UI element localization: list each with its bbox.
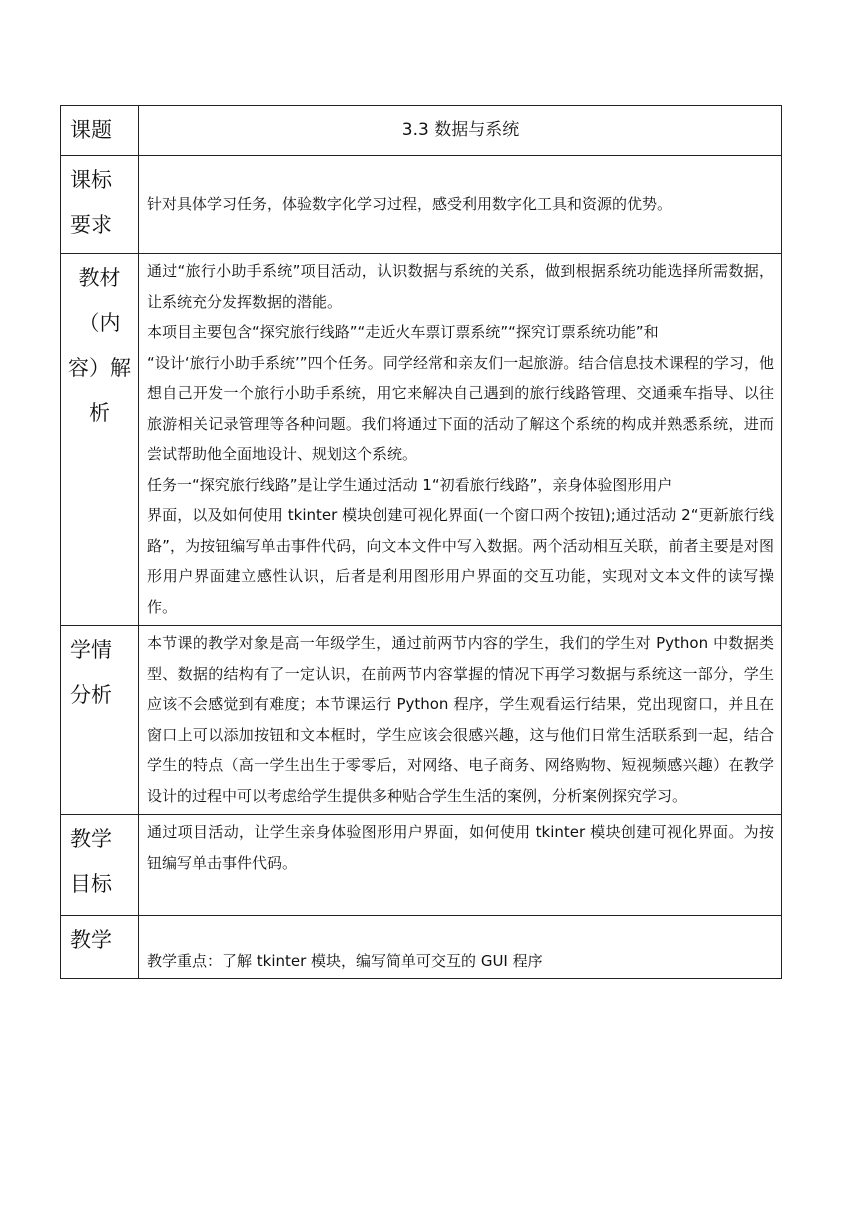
label-focus: 教学 [61, 916, 139, 979]
goals-text: 通过项目活动，让学生亲身体验图形用户界面，如何使用 tkinter 模块创建可视化界面。为按钮编写单击事件代码。 [139, 815, 782, 916]
row-goals [61, 815, 782, 916]
material-paragraph: “设计‘旅行小助手系统’”四个任务。同学经常和亲友们一起旅游。结合信息技术课程的学习，他想自己开发一个旅行小助手系统，用它来解决自己遇到的旅行线路管理、交通乘车指导、以往旅游相关记录管理等各种问题。我们将通过下面的活动了解这个系统的构成并熟悉系统，进而尝试帮助他全面地设计、规划这个系统。 [147, 353, 774, 463]
label-standard: 课标 要求 [61, 156, 139, 254]
material-paragraph: 本项目主要包含“探究旅行线路”“走近火车票订票系统”“探究订票系统功能”和 [147, 323, 659, 341]
label-material: 教材 （内 容）解 析 [61, 254, 139, 626]
lesson-title: 3.3 数据与系统 [139, 106, 782, 156]
students-text: 本节课的教学对象是高一年级学生，通过前两节内容的学生，我们的学生对 Python 中数据类型、数据的结构有了一定认识，在前两节内容掌握的情况下再学习数据与系统这一部分，学生应该不会感觉到有难度；本节课运行 Python 程序，学生观看运行结果，党出现窗口，并且在窗口上可以添加按钮和文本框时，学生应该会很感兴趣，这与他们日常生活联系到一起，结合学生的特点（高一学生出生于零零后，对网络、电子商务、网络购物、短视频感兴趣）在教学设计的过程中可以考虑给学生提供多种贴合学生生活的案例，分析案例探究学习。 [139, 626, 782, 815]
row-focus [61, 916, 782, 979]
label-goals: 教学 目标 [61, 815, 139, 916]
material-text [139, 254, 782, 626]
row-material [61, 254, 782, 626]
material-paragraph: 任务一“探究旅行线路”是让学生通过活动 1“初看旅行线路”，亲身体验图形用户 [147, 475, 673, 494]
row-students [61, 626, 782, 815]
lesson-plan-table [60, 105, 782, 979]
row-title [61, 106, 782, 156]
material-paragraph: 界面，以及如何使用 tkinter 模块创建可视化界面(一个窗口两个按钮);通过活动 2“更新旅行线路”，为按钮编写单击事件代码，向文本文件中写入数据。两个活动相互关联，前者主要是对图形用户界面建立感性认识，后者是利用图形用户界面的交互功能，实现对文本文件的读写操作。 [147, 506, 774, 616]
label-students: 学情 分析 [61, 626, 139, 815]
row-standard [61, 156, 782, 254]
focus-text: 教学重点：了解 tkinter 模块，编写简单可交互的 GUI 程序 [139, 916, 782, 979]
label-title: 课题 [61, 106, 139, 156]
standard-text: 针对具体学习任务，体验数字化学习过程，感受利用数字化工具和资源的优势。 [139, 156, 782, 254]
material-paragraph: 通过“旅行小助手系统”项目活动，认识数据与系统的关系，做到根据系统功能选择所需数据，让系统充分发挥数据的潜能。 [147, 262, 774, 311]
